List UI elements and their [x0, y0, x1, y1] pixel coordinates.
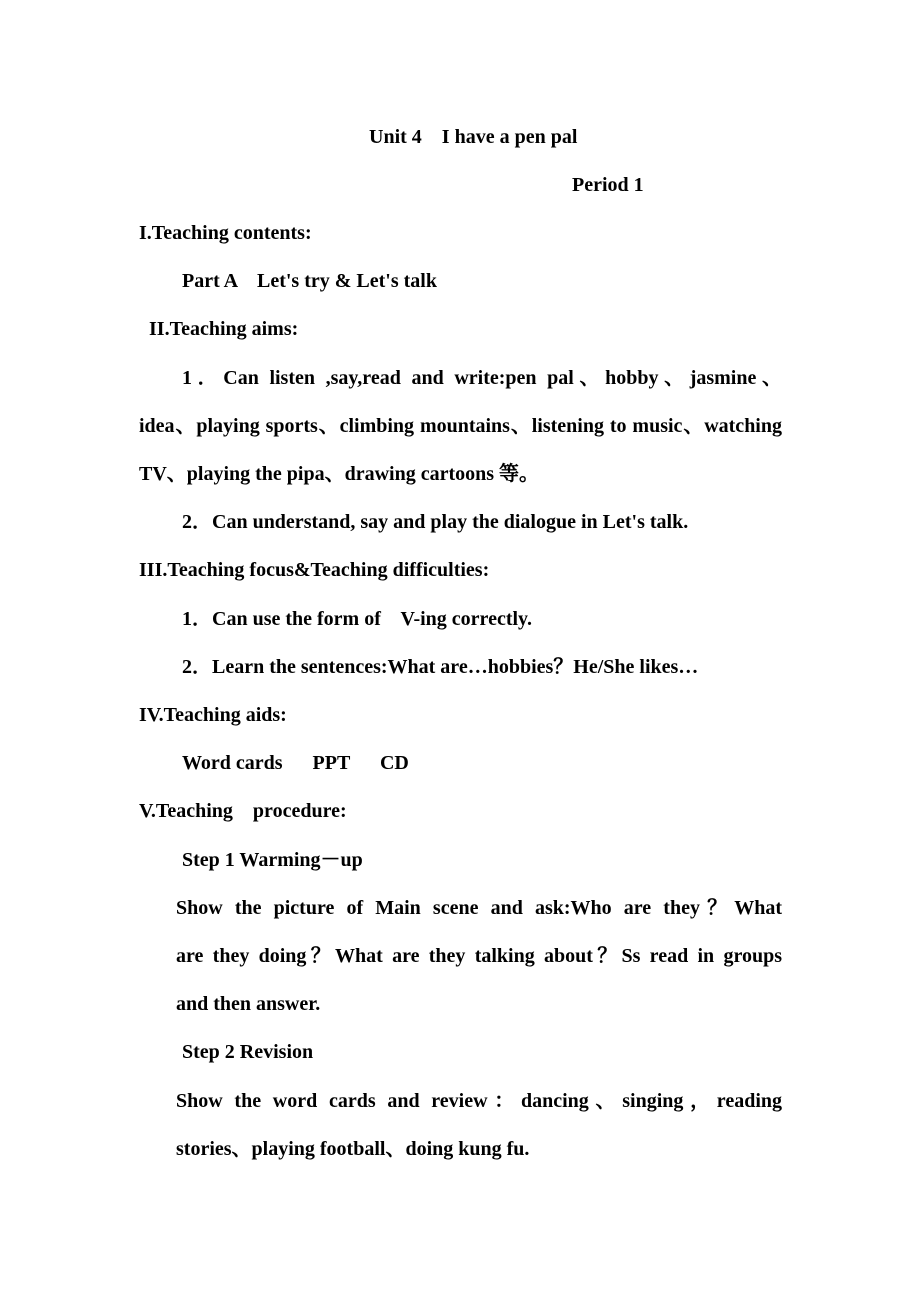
section-heading-aids: IV.Teaching aids:	[139, 704, 287, 726]
section-heading-contents: I.Teaching contents:	[139, 222, 312, 244]
section-heading-aims: II.Teaching aims:	[149, 318, 299, 340]
aim-1-line-3: TV、playing the pipa、drawing cartoons 等。	[139, 463, 540, 485]
period-label: Period 1	[572, 174, 644, 196]
document-title: Unit 4 I have a pen pal	[369, 126, 578, 148]
aim-1-line-1: 1．Can listen ,say,read and write:pen pal、hobby、jasmine、	[182, 367, 782, 389]
step-2-line-1: Show the word cards and review：dancing、singing，reading	[176, 1090, 782, 1112]
step-2-title: Step 2 Revision	[182, 1041, 314, 1063]
step-1-title: Step 1 Warming－up	[182, 849, 363, 871]
section-heading-procedure: V.Teaching procedure:	[139, 800, 347, 822]
aids-text: Word cards PPT CD	[182, 752, 409, 774]
step-1-line-2: are they doing？What are they talking about？Ss read in groups	[176, 945, 782, 967]
section-heading-focus: III.Teaching focus&Teaching difficulties:	[139, 559, 490, 581]
focus-item-1: 1．Can use the form of V-ing correctly.	[182, 608, 532, 630]
step-2-line-2: stories、playing football、doing kung fu.	[176, 1138, 530, 1160]
step-1-line-3: and then answer.	[176, 993, 321, 1015]
focus-item-2: 2．Learn the sentences:What are…hobbies？He/She likes…	[182, 656, 699, 678]
contents-text: Part A Let's try & Let's talk	[182, 270, 437, 292]
aim-1-line-2: idea、playing sports、climbing mountains、listening to music、watching	[139, 415, 782, 437]
aim-2: 2．Can understand, say and play the dialogue in Let's talk.	[182, 511, 689, 533]
step-1-line-1: Show the picture of Main scene and ask:Who are they？What	[176, 897, 782, 919]
